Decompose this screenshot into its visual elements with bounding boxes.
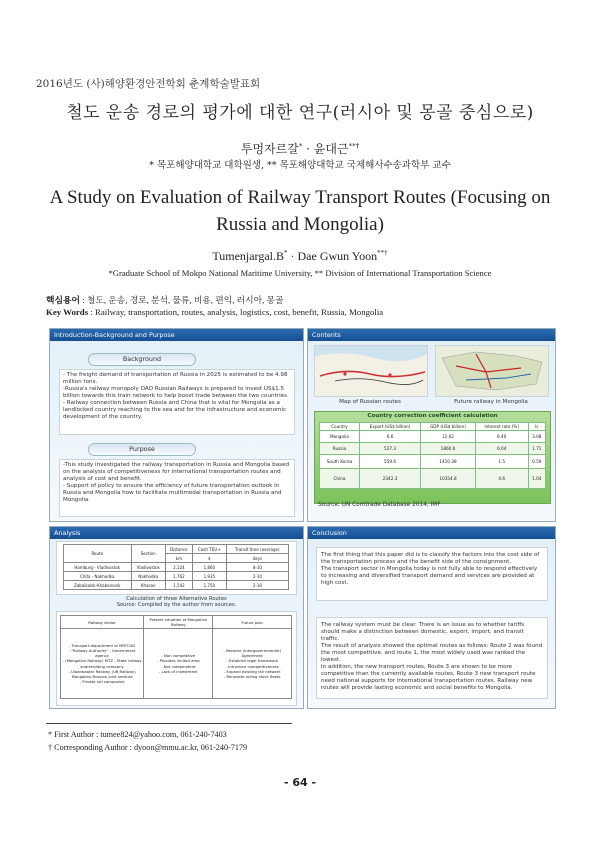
- english-author-2-mark: **†: [377, 249, 388, 257]
- english-keywords-label: Key Words: [46, 307, 89, 317]
- intro-panel: [49, 328, 304, 522]
- header-cell: Interest rate (%): [475, 423, 528, 431]
- table-cell: 559.6: [359, 455, 420, 469]
- korean-authors: [0, 140, 600, 157]
- table-cell: 1,935: [192, 572, 226, 581]
- korean-author-1: 투멍자르갈: [240, 142, 299, 156]
- header-cell: Distance: [165, 545, 192, 554]
- analysis-panel-title: Analysis: [50, 527, 303, 539]
- sector-col-railway: - Transport department of MRTCUD - "Railway Authority" - Government agency - (Mongolian Railway) MTZ - State railway shareholding company - Ulaanbaatar Railway (UB Railway) Mongolian-Russian joint venture - Private rail companies: [61, 629, 144, 699]
- korean-keywords: [46, 293, 284, 306]
- intro-panel-body: [50, 341, 303, 521]
- table-cell: 1,860: [192, 563, 226, 572]
- english-authors: [0, 249, 600, 264]
- conference-header: 2016년도 (사)해양환경안전학회 춘계학술발표회: [36, 78, 261, 90]
- routes-table-box: [56, 541, 297, 595]
- header-cell: Country: [320, 423, 360, 431]
- table-cell: 1860.6: [421, 443, 476, 455]
- table-cell: 6.04: [475, 443, 528, 455]
- table-cell: 2,124: [165, 563, 192, 572]
- table-cell: 1.04: [528, 469, 545, 489]
- coefficient-table-box: [314, 411, 551, 504]
- korean-author-2: · 윤대근: [302, 142, 349, 156]
- table-cell: Nakhodka: [131, 572, 165, 581]
- header-cell: Route: [64, 545, 132, 563]
- header-cell: Ic: [528, 423, 545, 431]
- table-cell: Zabaikalsk-Khabarovsk: [64, 581, 132, 590]
- routes-table: [63, 544, 289, 590]
- header-cell: Future plan: [213, 616, 292, 629]
- sector-table-box: [56, 611, 297, 706]
- header-cell: Railway sector: [61, 616, 144, 629]
- footnote-divider: [46, 723, 292, 724]
- routes-table-header: [64, 545, 289, 554]
- table-cell: 1,750: [192, 581, 226, 590]
- korean-affiliation: * 목포해양대학교 대학원생, ** 목포해양대학교 국제해사수송과학부 교수: [149, 160, 451, 171]
- table-cell: Khasan: [131, 581, 165, 590]
- korean-keywords-value: : 철도, 운송, 경로, 분석, 물류, 비용, 편익, 러시아, 몽골: [80, 295, 284, 305]
- coefficient-table: [319, 422, 546, 489]
- table-cell: 1410.38: [421, 455, 476, 469]
- routes-caption: Calculation of three Alternative Routes: [126, 596, 227, 602]
- table-cell: 12.02: [421, 431, 476, 443]
- sector-col-present: - Non competitive - Provides limited area - Not independent - Lack of investment: [144, 629, 213, 699]
- table-cell: Chita - Nakhodka: [64, 572, 132, 581]
- page-number: - 64 -: [283, 776, 317, 789]
- contents-panel: [307, 328, 556, 522]
- english-author-1-mark: *: [284, 249, 288, 257]
- mongolia-map-image: [435, 345, 549, 397]
- table-cell: 2-10: [226, 572, 288, 581]
- sector-table: [60, 615, 292, 699]
- russia-map-caption: Map of Russian routes: [339, 399, 401, 405]
- conclusion-panel-title: Conclusion: [308, 527, 555, 539]
- table-cell: Mongolia: [320, 431, 360, 443]
- table-cell: 8-10: [226, 563, 288, 572]
- table-row: [320, 431, 546, 443]
- table-cell: Hamburg - Vladivostok: [64, 563, 132, 572]
- conclusion-para-1: The first thing that this paper did is to classify the factors into the cost side of the transportation process and the benefit side of the consignment. The transport sector in Mongolia today is not fully able to respond effectively to increasing and diversified transport demand and services are provided at high cost.: [321, 552, 540, 586]
- coefficient-table-header: [320, 423, 546, 431]
- table-cell: 1.5: [475, 455, 528, 469]
- table-cell: 1,762: [165, 572, 192, 581]
- purpose-box: [59, 459, 295, 517]
- english-affiliation: *Graduate School of Mokpo National Maritime University, ** Division of International Transportation Science: [108, 268, 492, 278]
- english-keywords: [46, 307, 383, 317]
- table-row: [320, 455, 546, 469]
- purpose-label: Purpose: [88, 443, 196, 456]
- unit-cell: km: [165, 554, 192, 563]
- analysis-panel: [49, 526, 304, 709]
- table-cell: China: [320, 469, 360, 489]
- sector-table-header: [61, 616, 292, 629]
- table-cell: Vladivostok: [131, 563, 165, 572]
- table-row: [320, 443, 546, 455]
- sector-col-future: - Become (intergovernmental) Agreement - Establish legal framework - Introduce competitiveness - Expand existing rail network - Renovate rolling stock fleets: [213, 629, 292, 699]
- header-cell: Cost/ TEU+: [192, 545, 226, 554]
- table-cell: 6.40: [475, 431, 528, 443]
- table-cell: 2-10: [226, 581, 288, 590]
- background-label: Background: [88, 353, 196, 366]
- conclusion-panel: [307, 526, 556, 709]
- korean-author-2-mark: **†: [348, 142, 360, 150]
- contents-panel-body: [308, 341, 555, 521]
- english-keywords-value: : Railway, transportation, routes, analysis, logistics, cost, benefit, Russia, Mongolia: [88, 307, 384, 317]
- unit-cell: $: [192, 554, 226, 563]
- footnote-corresponding-author: † Corresponding Author : dyoon@mmu.ac.kr, 061-240-7179: [48, 743, 248, 752]
- conclusion-box-2: [316, 617, 548, 699]
- header-cell: Export (US$ billion): [359, 423, 420, 431]
- unit-cell: days: [226, 554, 288, 563]
- table-cell: 527.3: [359, 443, 420, 455]
- purpose-text: -This study investigated the railway transportation in Russia and Mongolia based on the analysis of competitiveness for international transportation routes and analysis of cost and benefit. - Support of policy to ensure the efficiency of future transportation outlook in Russia and Mongolia how to facilitate multimodal transportation in Russia and Mongolia.: [63, 462, 290, 503]
- table-row: [64, 563, 289, 572]
- table-row: [61, 629, 292, 699]
- conclusion-panel-body: [308, 539, 555, 708]
- mongolia-map-caption: Future railway in Mongolia: [454, 399, 528, 405]
- english-author-2: · Dae Gwun Yoon: [287, 249, 378, 263]
- table-cell: 6.6: [359, 431, 420, 443]
- table-cell: South Korea: [320, 455, 360, 469]
- routes-source: Source: Compiled by the author from sources.: [116, 602, 237, 608]
- analysis-panel-body: [50, 539, 303, 708]
- background-text: - The freight demand of transportation of Russia in 2025 is estimated to be 4.98 million tons. -Russia's railway monopoly OAO Russian Railways is prepared to invest US$1.5 billion towards this train network to help boost trade between the two countries. - Railway connection between Russia and China that is vital for Mongolia as a landlocked country reaching to the sea and for the infrastructure and economic development of the country.: [63, 372, 289, 420]
- table-cell: 3.08: [528, 431, 545, 443]
- table-cell: Russia: [320, 443, 360, 455]
- english-author-1: Tumenjargal.B: [212, 249, 284, 263]
- conclusion-para-2: The railway system must be clear. There is an issue as to whether tariffs should make a distinction between domestic, export, import, and transit traffic. The result of analysis showed the optimal routes as follows: Route 2 was found the most competitive, and route 1, the most widely used was ranked the lowest. In addition, the new transport routes, Route 3 are shown to be more competitive than the currently available routes, Route 3 new transport route need national supports for international transportation routes. Railway new routes will provide lasting economic and social benefits to Mongolia.: [321, 622, 543, 691]
- korean-keywords-label: 핵심용어: [46, 296, 80, 306]
- table-row: [320, 469, 546, 489]
- table-cell: 4.6: [475, 469, 528, 489]
- footnote-first-author: * First Author : tumee824@yahoo.com, 061-240-7403: [48, 730, 227, 739]
- korean-title: 철도 운송 경로의 평가에 대한 연구(러시아 및 몽골 중심으로): [66, 103, 534, 123]
- coefficient-table-title: Country correction coefficient calculation: [367, 413, 498, 419]
- table-cell: 2342.3: [359, 469, 420, 489]
- header-cell: Transit time (average): [226, 545, 288, 554]
- header-cell: GDP (US$ billion): [421, 423, 476, 431]
- contents-source: Source: UN Comtrade Database 2014, IMF: [318, 502, 441, 508]
- korean-author-1-mark: *: [298, 142, 303, 150]
- table-cell: 0.59: [528, 455, 545, 469]
- table-cell: 1.71: [528, 443, 545, 455]
- table-cell: 1,542: [165, 581, 192, 590]
- conclusion-box-1: [316, 547, 548, 601]
- contents-panel-title: Contents: [308, 329, 555, 341]
- header-cell: Present situation of Mongolian Railway: [144, 616, 213, 629]
- intro-panel-title: Introduction-Background and Purpose: [50, 329, 303, 341]
- table-row: [64, 572, 289, 581]
- russia-map-image: [314, 345, 428, 397]
- header-cell: Section: [131, 545, 165, 563]
- background-box: [59, 369, 295, 435]
- english-title: A Study on Evaluation of Railway Transport Routes (Focusing on Russia and Mongolia): [49, 187, 551, 235]
- table-cell: 10354.8: [421, 469, 476, 489]
- table-row: [64, 581, 289, 590]
